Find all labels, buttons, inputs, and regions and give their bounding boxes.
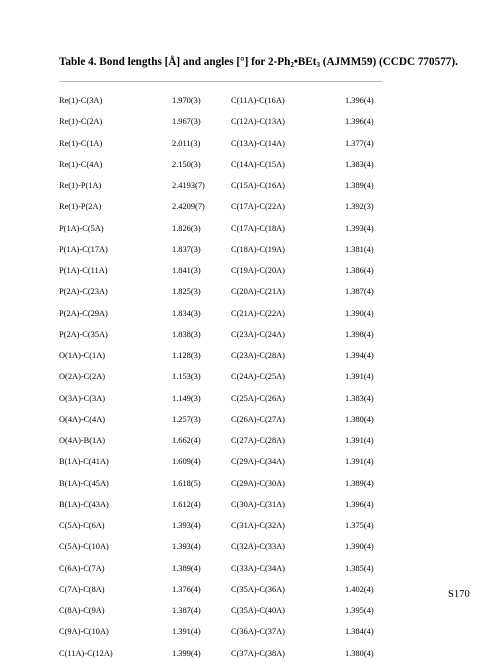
bond-length-value: 1.970(3): [172, 96, 201, 105]
bond-length-value: 1.385(4): [345, 563, 374, 573]
bond-label: Re(1)-C(4A): [59, 159, 103, 169]
bond-length-value: 1.394(4): [345, 351, 374, 360]
bond-length-value: 1.399(4): [172, 648, 201, 658]
table-row: [59, 224, 399, 245]
bond-label: C(23A)-C(28A): [231, 351, 285, 360]
bond-length-value: 1.841(3): [172, 266, 201, 275]
bond-length-value: 1.257(3): [172, 414, 201, 424]
table-row: [59, 649, 399, 670]
bond-length-value: 1.609(4): [172, 457, 201, 467]
title-subscript-ethyl: 3: [316, 61, 320, 69]
bond-label: Re(1)-C(2A): [59, 117, 103, 127]
table-row: [59, 564, 399, 585]
bond-length-value: 1.386(4): [345, 266, 374, 275]
bond-label: C(32A)-C(33A): [231, 542, 285, 552]
table-row: [59, 245, 399, 266]
bond-label: P(2A)-C(23A): [59, 287, 108, 297]
bond-label: P(1A)-C(11A): [59, 266, 108, 275]
bond-label: O(1A)-C(1A): [59, 351, 106, 360]
bond-label: C(6A)-C(7A): [59, 563, 105, 573]
bond-label: O(4A)-C(4A): [59, 414, 106, 424]
bond-length-value: 1.837(3): [172, 244, 201, 254]
bond-length-value: 1.395(4): [345, 606, 374, 615]
title-divider: [59, 81, 382, 82]
table-row: [59, 117, 399, 138]
bond-length-value: 1.393(4): [172, 542, 201, 552]
bond-label: C(31A)-C(32A): [231, 521, 285, 530]
bond-label: Re(1)-C(1A): [59, 138, 103, 148]
bond-length-value: 1.662(4): [172, 436, 201, 445]
bond-length-value: 1.380(4): [345, 414, 374, 424]
bond-label: C(8A)-C(9A): [59, 606, 105, 615]
bond-label: C(7A)-C(8A): [59, 584, 105, 594]
table-title: [59, 56, 458, 68]
table-row: [59, 457, 399, 478]
bond-length-value: 1.380(4): [345, 648, 374, 658]
bond-length-value: 1.402(4): [345, 584, 374, 594]
bond-label: C(11A)-C(16A): [231, 96, 285, 105]
table-row: [59, 436, 399, 457]
bond-length-value: 1.825(3): [172, 287, 201, 297]
bond-length-value: 1.389(4): [172, 563, 201, 573]
bond-length-value: 1.396(4): [345, 499, 374, 509]
bond-label: B(1A)-C(43A): [59, 499, 109, 509]
table-row: [59, 287, 399, 308]
bond-length-value: 1.376(4): [172, 584, 201, 594]
bond-length-value: 1.392(3): [345, 202, 374, 212]
bond-length-value: 1.967(3): [172, 117, 201, 127]
bond-length-value: 1.393(4): [345, 223, 374, 233]
bond-length-value: 1.391(4): [345, 457, 374, 467]
table-row: [59, 181, 399, 202]
bond-label: C(9A)-C(10A): [59, 627, 109, 637]
bond-label: C(11A)-C(12A): [59, 648, 113, 658]
bond-label: C(15A)-C(16A): [231, 181, 285, 190]
bond-length-value: 1.153(3): [172, 372, 201, 382]
bond-label: C(5A)-C(6A): [59, 521, 105, 530]
bond-length-value: 1.838(3): [172, 329, 201, 339]
bond-label: P(1A)-C(17A): [59, 244, 108, 254]
bond-label: P(2A)-C(35A): [59, 329, 108, 339]
table-row: [59, 139, 399, 160]
bond-label: C(37A)-C(38A): [231, 648, 285, 658]
table-row: [59, 627, 399, 648]
bond-label: C(26A)-C(27A): [231, 414, 285, 424]
bond-length-value: 1.390(4): [345, 308, 374, 318]
bond-label: C(36A)-C(37A): [231, 627, 285, 637]
bond-label: C(18A)-C(19A): [231, 244, 285, 254]
table-row: [59, 309, 399, 330]
bond-length-value: 1.834(3): [172, 308, 201, 318]
bond-label: Re(1)-P(2A): [59, 202, 102, 212]
bond-label: Re(1)-P(1A): [59, 181, 102, 190]
bond-label: C(13A)-C(14A): [231, 138, 285, 148]
bond-length-value: 1.398(4): [345, 329, 374, 339]
bond-label: C(21A)-C(22A): [231, 308, 285, 318]
table-row: [59, 394, 399, 415]
bond-length-value: 1.387(4): [345, 287, 374, 297]
table-row: [59, 330, 399, 351]
bond-label: C(25A)-C(26A): [231, 393, 285, 403]
bond-length-value: 1.393(4): [172, 521, 201, 530]
table-row: [59, 585, 399, 606]
table-row: [59, 606, 399, 627]
bond-length-value: 2.4209(7): [172, 202, 205, 212]
bond-length-value: 1.381(4): [345, 244, 374, 254]
bond-length-value: 1.390(4): [345, 542, 374, 552]
bond-length-value: 1.618(5): [172, 478, 201, 488]
bond-label: Re(1)-C(3A): [59, 96, 103, 105]
bond-label: O(3A)-C(3A): [59, 393, 106, 403]
page-number: S170: [448, 589, 470, 600]
table-row: [59, 160, 399, 181]
table-row: [59, 96, 399, 117]
table-row: [59, 372, 399, 393]
bond-label: C(29A)-C(34A): [231, 457, 285, 467]
bond-length-value: 1.391(4): [345, 372, 374, 382]
bond-label: C(14A)-C(15A): [231, 159, 285, 169]
bond-label: P(1A)-C(5A): [59, 223, 104, 233]
bond-length-table: [59, 96, 399, 670]
bond-label: B(1A)-C(45A): [59, 478, 109, 488]
bond-length-value: 1.396(4): [345, 96, 374, 105]
table-row: [59, 202, 399, 223]
table-row: [59, 521, 399, 542]
bond-label: C(5A)-C(10A): [59, 542, 109, 552]
bond-label: B(1A)-C(41A): [59, 457, 109, 467]
bond-label: C(17A)-C(18A): [231, 223, 285, 233]
bond-label: C(33A)-C(34A): [231, 563, 285, 573]
bond-length-value: 1.377(4): [345, 138, 374, 148]
table-row: [59, 479, 399, 500]
bond-length-value: 1.387(4): [172, 606, 201, 615]
bond-length-value: 1.396(4): [345, 117, 374, 127]
bond-label: C(24A)-C(25A): [231, 372, 285, 382]
bond-label: C(20A)-C(21A): [231, 287, 285, 297]
title-suffix: (AJMM59) (CCDC 770577).: [319, 56, 458, 68]
bond-label: O(4A)-B(1A): [59, 436, 106, 445]
table-row: [59, 266, 399, 287]
bond-label: C(35A)-C(36A): [231, 584, 285, 594]
bond-length-value: 1.149(3): [172, 393, 201, 403]
bond-length-value: 1.391(4): [345, 436, 374, 445]
bond-label: C(12A)-C(13A): [231, 117, 285, 127]
bond-label: C(29A)-C(30A): [231, 478, 285, 488]
bond-length-value: 2.4193(7): [172, 181, 205, 190]
bond-label: O(2A)-C(2A): [59, 372, 106, 382]
bond-label: C(30A)-C(31A): [231, 499, 285, 509]
bond-length-value: 1.375(4): [345, 521, 374, 530]
title-subscript-phenyl: 2: [290, 61, 294, 69]
bond-length-value: 1.384(4): [345, 627, 374, 637]
bond-length-value: 1.391(4): [172, 627, 201, 637]
table-row: [59, 351, 399, 372]
bond-label: P(2A)-C(29A): [59, 308, 108, 318]
table-row: [59, 542, 399, 563]
bond-label: C(35A)-C(40A): [231, 606, 285, 615]
title-middle: •BEt: [293, 56, 317, 68]
bond-length-value: 1.383(4): [345, 393, 374, 403]
title-prefix: Table 4. Bond lengths [Å] and angles [°] for 2-Ph: [59, 56, 291, 68]
table-row: [59, 415, 399, 436]
table-row: [59, 500, 399, 521]
bond-length-value: 2.150(3): [172, 159, 201, 169]
bond-length-value: 1.826(3): [172, 223, 201, 233]
bond-length-value: 1.389(4): [345, 181, 374, 190]
bond-length-value: 1.612(4): [172, 499, 201, 509]
bond-length-value: 1.383(4): [345, 159, 374, 169]
bond-label: C(17A)-C(22A): [231, 202, 285, 212]
bond-label: C(23A)-C(24A): [231, 329, 285, 339]
bond-label: C(19A)-C(20A): [231, 266, 285, 275]
bond-label: C(27A)-C(28A): [231, 436, 285, 445]
bond-length-value: 1.128(3): [172, 351, 201, 360]
bond-length-value: 1.389(4): [345, 478, 374, 488]
bond-length-value: 2.011(3): [172, 138, 201, 148]
